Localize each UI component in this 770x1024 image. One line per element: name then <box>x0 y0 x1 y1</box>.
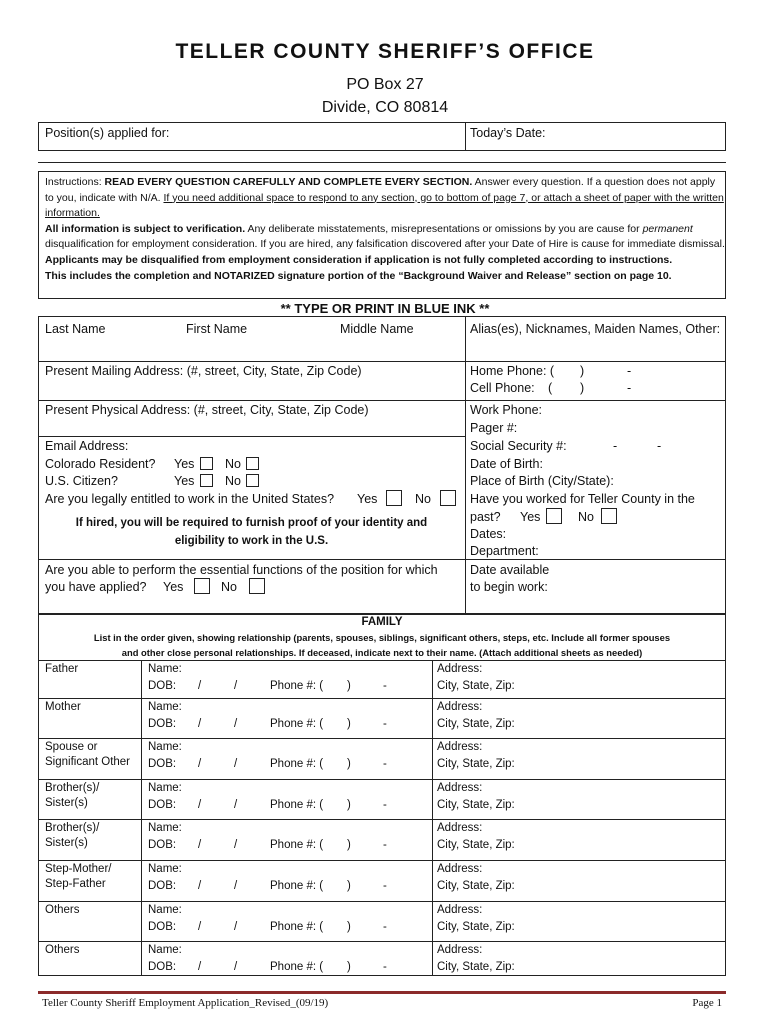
family-row-relation: Step-Mother/ <box>45 863 112 875</box>
family-row-address-label: Address: <box>437 782 483 794</box>
family-row-relation-2: Sister(s) <box>45 837 88 849</box>
colorado-resident-yes-checkbox[interactable] <box>200 457 213 470</box>
family-row-relation-2: Step-Father <box>45 878 106 890</box>
positions-applied-label: Position(s) applied for: <box>45 126 170 140</box>
family-note-1: List in the order given, showing relationship (parents, spouses, siblings, significant others, steps, etc. Include all former spouses <box>93 632 671 643</box>
colorado-resident-no-checkbox[interactable] <box>246 457 259 470</box>
family-row-address-label: Address: <box>437 701 483 713</box>
essential-functions-yes-checkbox[interactable] <box>194 578 210 594</box>
family-row-relation: Others <box>45 904 80 916</box>
family-row-relation: Brother(s)/ <box>45 822 100 834</box>
family-row-city-label: City, State, Zip: <box>437 839 515 851</box>
mailing-address-label: Present Mailing Address: (#, street, City, State, Zip Code) <box>45 364 362 378</box>
department-label: Department: <box>470 544 539 558</box>
family-row-name-label: Name: <box>148 782 182 794</box>
family-row-dob-label: DOB: <box>148 680 177 692</box>
family-row-city-label: City, State, Zip: <box>437 880 515 892</box>
ssn-label: Social Security #: <box>470 439 567 453</box>
last-name-label: Last Name <box>45 322 106 336</box>
proof-notice-1: If hired, you will be required to furnish proof of your identity and <box>75 517 428 529</box>
family-row-phone-label: Phone #: ( <box>270 718 324 730</box>
legally-entitled-label: Are you legally entitled to work in the United States? <box>45 492 335 506</box>
page-number: Page 1 <box>692 997 722 1009</box>
family-row-city-label: City, State, Zip: <box>437 758 515 770</box>
physical-address-label: Present Physical Address: (#, street, City, State, Zip Code) <box>45 403 369 417</box>
family-row-address-label: Address: <box>437 863 483 875</box>
family-row-dob-label: DOB: <box>148 839 177 851</box>
email-label: Email Address: <box>45 439 129 453</box>
home-phone-label: Home Phone: ( <box>470 364 555 378</box>
colorado-resident-label: Colorado Resident? <box>45 457 156 471</box>
us-citizen-label: U.S. Citizen? <box>45 474 118 488</box>
family-row-address-label: Address: <box>437 822 483 834</box>
address-line-2: Divide, CO 80814 <box>321 99 449 116</box>
proof-notice-2: eligibility to work in the U.S. <box>174 535 329 547</box>
family-row-phone-label: Phone #: ( <box>270 680 324 692</box>
application-page: TELLER COUNTY SHERIFF’S OFFICE PO Box 27 Divide, CO 80814 Position(s) applied for: Today’s Date: Instructions: READ EVERY QUESTION CAREFULLY AND COMPLETE EVERY SECTION. Answer every question. If a question does not apply to you, indicate with N/A. If you need additional space to respond to any section, go to bottom of page 7, or attach a sheet of paper with the written information. All information is subject to verification. Any deliberate misstatements, misrepresentations or omissions by you are cause for permanent disqualification for employment consideration. If you are hired, any falsification discovered after your Date of Hire is cause for immediate dismissal. Applicants may be disqualified from employment consideration if application is not fully completed according to instructions. This includes the completion and NOTARIZED signature portion of the “Background Waiver and Release” section on page 10. ** TYPE OR PRINT IN BLUE INK ** Last Name First Name Middle Name Alias(es), Nicknames, Maiden Names, Other: Present Mailing Address: (#, street, City, State, Zip Code) Home Phone: ( ) - Cell Phone: ( ) - Present Physical Address: (#, street, City, State, Zip Code) Work Phone: Pager #: Email Address: Social Security #: - - Colorado Resident? Yes No Date of Birth: U.S. Citizen? Yes No Place of Birth (City/State): Are you legally entitled to work in the United States? Yes No Have you worked for Teller County in the past? Yes No If hired, you will be required to furnish proof of your identity and eligibility to work in the U.S. Dates: Department: Are you able to perform the essential functions of the position for which you have applied? Yes No Date available to begin work: FAMILY List in the order given, showing relationship (parents, spouses, siblings, significant others, steps, etc. Include all former spouses and other close personal relationships. If deceased, indicate next to their name. (Attach additional sheets as needed) Father Name: DOB: / / Phone #: ( ) - Address: City, State, Zip: Mother Name: DOB: / / Phone #: ( ) - Address: City, State, Zip: Spouse or Significant Other Name: DOB: / / Phone #: ( ) - Address: City, State, Zip: Brother(s)/ Sister(s) Name: DOB: / / Phone #: ( ) - Address: City, State, Zip: Brother(s)/ Sister(s) Name: DOB: / / Phone #: ( ) - Address: City, State, Zip: Step-Mother/ Step-Father Name: DOB: / / Phone #: ( ) - Address: City, State, Zip: Others Name: DOB: / / Phone #: ( ) - Address: City, State, Zip: Others Name: DOB: / / Phone #: ( ) - Address: City, State, Zip: Teller County Sheriff Employment Application_Revised_(09/19) Page 1 <box>0 0 770 1024</box>
worked-teller-label: Have you worked for Teller County in the <box>470 492 695 506</box>
family-row-name-label: Name: <box>148 663 182 675</box>
family-note-2: and other close personal relationships. If deceased, indicate next to their name. (Attach additional sheets as needed) <box>121 647 643 658</box>
family-row-city-label: City, State, Zip: <box>437 961 515 973</box>
family-row-name-label: Name: <box>148 863 182 875</box>
family-row-city-label: City, State, Zip: <box>437 680 515 692</box>
date-available-label: Date available <box>470 563 550 577</box>
family-row-dob-label: DOB: <box>148 961 177 973</box>
family-row-city-label: City, State, Zip: <box>437 921 515 933</box>
family-row-phone-label: Phone #: ( <box>270 961 324 973</box>
family-row-name-label: Name: <box>148 701 182 713</box>
essential-functions-no-checkbox[interactable] <box>249 578 265 594</box>
middle-name-label: Middle Name <box>340 322 414 336</box>
family-row-phone-label: Phone #: ( <box>270 921 324 933</box>
dates-label: Dates: <box>470 527 507 541</box>
ink-notice: ** TYPE OR PRINT IN BLUE INK ** <box>280 301 490 316</box>
family-row-city-label: City, State, Zip: <box>437 799 515 811</box>
family-row-phone-label: Phone #: ( <box>270 880 324 892</box>
family-row-relation-2: Sister(s) <box>45 797 88 809</box>
pager-label: Pager #: <box>470 421 518 435</box>
family-row-address-label: Address: <box>437 944 483 956</box>
family-row-name-label: Name: <box>148 822 182 834</box>
family-row-city-label: City, State, Zip: <box>437 718 515 730</box>
worked-teller-yes-checkbox[interactable] <box>546 508 562 524</box>
family-row-name-label: Name: <box>148 904 182 916</box>
first-name-label: First Name <box>186 322 248 336</box>
aliases-label: Alias(es), Nicknames, Maiden Names, Other: <box>470 322 721 336</box>
family-row-phone-label: Phone #: ( <box>270 758 324 770</box>
page-title: TELLER COUNTY SHERIFF’S OFFICE <box>175 40 595 63</box>
family-row-relation: Others <box>45 944 80 956</box>
legally-entitled-no-checkbox[interactable] <box>440 490 456 506</box>
us-citizen-yes-checkbox[interactable] <box>200 474 213 487</box>
family-row-address-label: Address: <box>437 663 483 675</box>
family-row-address-label: Address: <box>437 904 483 916</box>
dob-label: Date of Birth: <box>470 457 543 471</box>
family-row-relation: Mother <box>45 701 81 713</box>
family-row-name-label: Name: <box>148 944 182 956</box>
family-row-dob-label: DOB: <box>148 799 177 811</box>
family-row-name-label: Name: <box>148 741 182 753</box>
birth-place-label: Place of Birth (City/State): <box>470 474 614 488</box>
instructions-text: Instructions: READ EVERY QUESTION CAREFULLY AND COMPLETE EVERY SECTION. Answer every question. If a question does not apply to you, indicate with N/A. If you need additional space to respond to any section, go to bottom of page 7, or attach a sheet of paper with the written information. All information is subject to verification. Any deliberate misstatements, misrepresentations or omissions by you are cause for permanent disqualification for employment consideration. If you are hired, any falsification discovered after your Date of Hire is cause for immediate dismissal. Applicants may be disqualified from employment consideration if application is not fully completed according to instructions. This includes the completion and NOTARIZED signature portion of the “Background Waiver and Release” section on page 10. <box>45 176 725 282</box>
worked-teller-no-checkbox[interactable] <box>601 508 617 524</box>
family-row-relation: Brother(s)/ <box>45 782 100 794</box>
family-row-dob-label: DOB: <box>148 880 177 892</box>
family-row-dob-label: DOB: <box>148 921 177 933</box>
work-phone-label: Work Phone: <box>470 403 543 417</box>
todays-date-label: Today’s Date: <box>470 126 546 140</box>
family-row-address-label: Address: <box>437 741 483 753</box>
family-row-relation-2: Significant Other <box>45 756 131 768</box>
family-title: FAMILY <box>361 616 403 628</box>
footer-document-name: Teller County Sheriff Employment Application_Revised_(09/19) <box>42 997 329 1009</box>
family-row-phone-label: Phone #: ( <box>270 839 324 851</box>
essential-functions-label: Are you able to perform the essential functions of the position for which <box>45 563 438 577</box>
address-line-1: PO Box 27 <box>346 76 424 93</box>
cell-phone-label: Cell Phone: <box>470 381 535 395</box>
family-row-relation: Spouse or <box>45 741 98 753</box>
family-row-dob-label: DOB: <box>148 718 177 730</box>
legally-entitled-yes-checkbox[interactable] <box>386 490 402 506</box>
family-row-phone-label: Phone #: ( <box>270 799 324 811</box>
family-row-dob-label: DOB: <box>148 758 177 770</box>
us-citizen-no-checkbox[interactable] <box>246 474 259 487</box>
footer-divider <box>38 991 726 994</box>
family-row-relation: Father <box>45 663 79 675</box>
